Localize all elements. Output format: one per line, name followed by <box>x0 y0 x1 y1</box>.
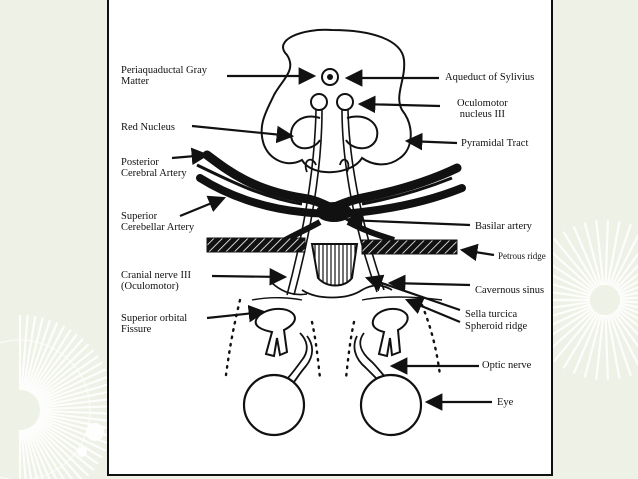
optic-nerve-left <box>286 333 312 382</box>
eye-right <box>361 375 421 435</box>
basilar-artery-shape <box>316 202 352 222</box>
label-periaqueductal-gray: Periaquaductal Gray Matter <box>121 65 208 87</box>
sunburst-ray <box>596 220 603 285</box>
eye-left <box>244 375 304 435</box>
arrow-oculomotor <box>360 104 440 106</box>
label-sphenoid-ridge: Spheroid ridge <box>465 321 528 332</box>
label-aqueduct-of-sylvius: Aqueduct of Sylivius <box>445 72 535 83</box>
dot-decoration <box>77 447 87 457</box>
petrous-ridge-right <box>362 240 457 254</box>
label-superior-orbital-fissure: Superior orbital Fissure <box>121 313 188 335</box>
label-posterior-cerebral-artery: Posterior Cerebral Artery <box>121 157 187 179</box>
superior-orbital-fissure-left <box>256 309 295 356</box>
cavernous-sinus-shape <box>302 286 392 298</box>
label-cranial-nerve-iii: Cranial nerve III (Oculomotor) <box>121 270 191 292</box>
label-optic-nerve: Optic nerve <box>482 360 532 371</box>
label-cavernous-sinus: Cavernous sinus <box>475 285 545 296</box>
label-pyramidal-tract: Pyramidal Tract <box>461 138 529 149</box>
label-eye: Eye <box>497 397 514 408</box>
arrow-sphenoid <box>407 300 460 322</box>
sunburst-ray <box>606 315 608 380</box>
diagram-panel <box>107 0 553 476</box>
label-sella-turcica: Sella turcica <box>465 309 518 320</box>
posterior-cerebral-artery-right <box>332 168 457 208</box>
dot-decoration <box>86 423 104 441</box>
label-red-nucleus: Red Nucleus <box>121 122 175 133</box>
label-superior-cerebellar-artery: Superior Cerebellar Artery <box>121 211 195 233</box>
left-sunburst-decoration <box>0 315 115 479</box>
arrow-red-nucleus <box>192 126 292 136</box>
arrow-pyramidal <box>407 141 457 143</box>
sunburst-ray <box>606 220 608 285</box>
superior-orbital-fissure-right <box>373 309 408 356</box>
arrow-petrous <box>462 250 494 255</box>
label-petrous-ridge: Petrous ridge <box>498 251 546 261</box>
sella-turcica-shape <box>312 244 357 286</box>
arrow-superior-orbital <box>207 312 264 318</box>
arrow-cavernous <box>390 283 470 285</box>
sunburst-ray <box>585 315 601 378</box>
arrow-cranial-nerve <box>212 276 285 277</box>
sunburst-ray <box>596 315 603 380</box>
label-oculomotor-nucleus: Oculomotor nucleus III <box>457 98 508 120</box>
sunburst-ray <box>585 223 601 286</box>
oculomotor-nucleus-right <box>337 94 353 110</box>
sunburst-ray <box>34 344 88 396</box>
label-basilar-artery: Basilar artery <box>475 221 532 232</box>
petrous-ridge-left <box>207 238 305 252</box>
oculomotor-nucleus-left <box>311 94 327 110</box>
arrow-basilar <box>347 220 470 225</box>
